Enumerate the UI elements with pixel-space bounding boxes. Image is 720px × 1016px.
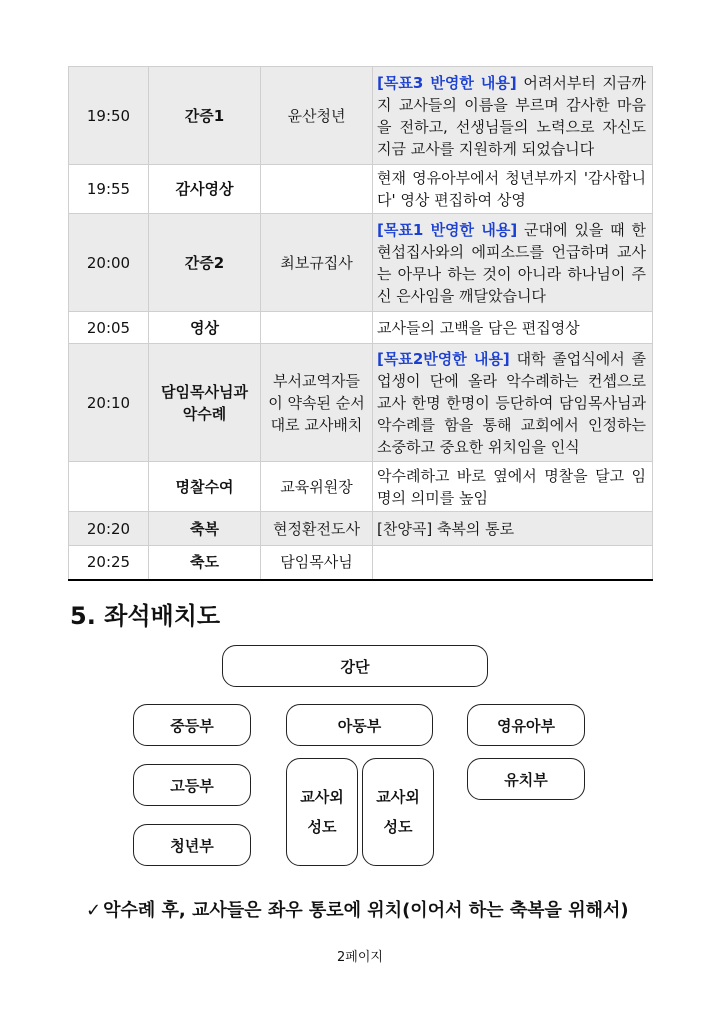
goal-tag: [목표2반영한 내용] xyxy=(377,349,510,368)
schedule-presenter: 교육위원장 xyxy=(261,462,373,512)
seating-note xyxy=(86,896,629,922)
schedule-item: 감사영상 xyxy=(149,165,261,214)
description-text: 현재 영유아부에서 청년부까지 '감사합니다' 영상 편집하여 상영 xyxy=(377,169,646,209)
schedule-presenter: 부서교역자들이 약속된 순서대로 교사배치 xyxy=(261,344,373,462)
schedule-item: 축도 xyxy=(149,546,261,580)
middle-school-box: 중등부 xyxy=(133,704,251,746)
description-text: 대학 졸업식에서 졸업생이 단에 올라 악수례하는 컨셉으로 교사 한명 한명이 등단하여 담임목사님과 악수례를 함을 통해 교회에서 인정하는 소중하고 중요한 위치임을 인식 xyxy=(377,349,646,456)
stage-box: 강단 xyxy=(222,645,488,687)
schedule-description xyxy=(373,214,653,312)
schedule-description xyxy=(373,312,653,344)
schedule-time xyxy=(69,462,149,512)
description-text: 교사들의 고백을 담은 편집영상 xyxy=(377,318,580,337)
schedule-time: 20:10 xyxy=(69,344,149,462)
schedule-time: 19:50 xyxy=(69,67,149,165)
schedule-row xyxy=(69,165,653,214)
section-title: 5. 좌석배치도 xyxy=(70,602,221,630)
schedule-description xyxy=(373,546,653,580)
schedule-description xyxy=(373,462,653,512)
schedule-item: 축복 xyxy=(149,512,261,546)
schedule-description xyxy=(373,67,653,165)
check-icon: ✓ xyxy=(86,900,102,921)
schedule-row xyxy=(69,344,653,462)
schedule-presenter xyxy=(261,312,373,344)
schedule-row xyxy=(69,462,653,512)
schedule-time: 20:00 xyxy=(69,214,149,312)
high-school-box: 고등부 xyxy=(133,764,251,806)
schedule-time: 19:55 xyxy=(69,165,149,214)
schedule-row xyxy=(69,312,653,344)
schedule-item: 간증2 xyxy=(149,214,261,312)
kindergarten-box: 유치부 xyxy=(467,758,585,800)
goal-tag: [목표1 반영한 내용] xyxy=(377,220,518,239)
page-number: 2페이지 xyxy=(337,950,383,965)
schedule-presenter: 현정환전도사 xyxy=(261,512,373,546)
schedule-row xyxy=(69,214,653,312)
description-text: 어려서부터 지금까지 교사들의 이름을 부르며 감사한 마음을 전하고, 선생님들의 노력으로 자신도 지금 교사를 지원하게 되었습니다 xyxy=(377,73,646,158)
goal-tag: [목표3 반영한 내용] xyxy=(377,73,517,92)
schedule-item: 담임목사님과 악수례 xyxy=(149,344,261,462)
schedule-description xyxy=(373,344,653,462)
children-box: 아동부 xyxy=(286,704,433,746)
schedule-table xyxy=(68,66,653,581)
schedule-presenter: 윤산청년 xyxy=(261,67,373,165)
schedule-item: 명찰수여 xyxy=(149,462,261,512)
schedule-presenter xyxy=(261,165,373,214)
description-text: [찬양곡] 축복의 통로 xyxy=(377,519,515,538)
youth-box: 청년부 xyxy=(133,824,251,866)
schedule-time: 20:05 xyxy=(69,312,149,344)
teachers-right-box: 교사외 성도 xyxy=(362,758,434,866)
schedule-description xyxy=(373,512,653,546)
schedule-description xyxy=(373,165,653,214)
schedule-time: 20:20 xyxy=(69,512,149,546)
schedule-item: 간증1 xyxy=(149,67,261,165)
seating-note-text: 악수례 후, 교사들은 좌우 통로에 위치(이어서 하는 축복을 위해서) xyxy=(103,900,629,921)
description-text: 군대에 있을 때 한현섭집사와의 에피소드를 언급하며 교사는 아무나 하는 것이 아니라 하나님이 주신 은사임을 깨달았습니다 xyxy=(377,220,646,305)
schedule-row xyxy=(69,67,653,165)
infant-box: 영유아부 xyxy=(467,704,585,746)
teachers-left-box: 교사외 성도 xyxy=(286,758,358,866)
schedule-row xyxy=(69,546,653,580)
schedule-item: 영상 xyxy=(149,312,261,344)
description-text: 악수례하고 바로 옆에서 명찰을 달고 임명의 의미를 높임 xyxy=(377,466,646,507)
schedule-row xyxy=(69,512,653,546)
schedule-time: 20:25 xyxy=(69,546,149,580)
schedule-presenter: 최보규집사 xyxy=(261,214,373,312)
schedule-presenter: 담임목사님 xyxy=(261,546,373,580)
